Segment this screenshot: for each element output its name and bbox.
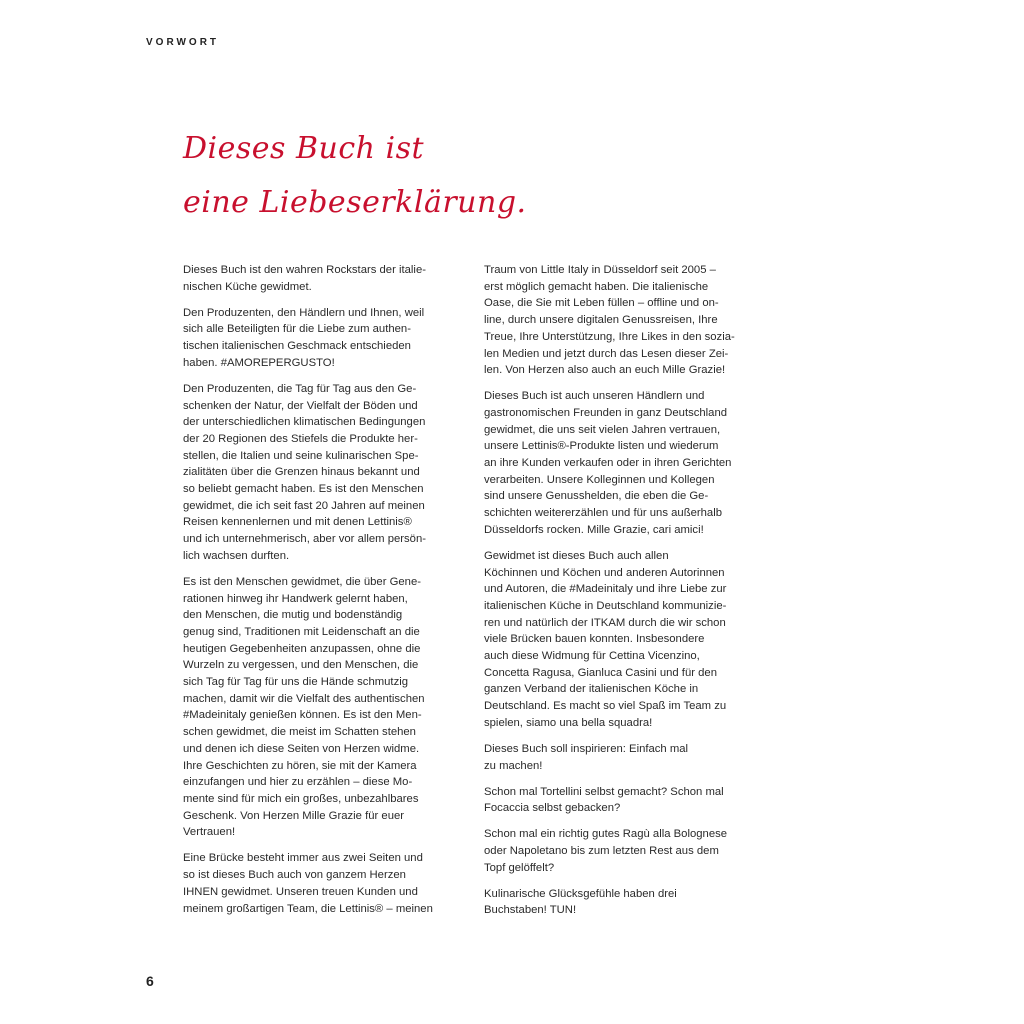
text-line: oder Napoletano bis zum letzten Rest aus dem [484, 844, 719, 857]
text-line: den Menschen, die mutig und bodenständig [183, 609, 403, 622]
text-line: Gewidmet ist dieses Buch auch allen [484, 549, 669, 562]
text-line: sich alle Beteiligten für die Liebe zum authen- [183, 323, 411, 336]
text-line: und Autoren, die #Madeinitaly und ihre Liebe zur [484, 583, 727, 596]
paragraph [484, 886, 759, 919]
text-line: IHNEN gewidmet. Unseren treuen Kunden und [183, 885, 418, 898]
paragraph [183, 381, 458, 565]
title-line: Dieses Buch ist [183, 131, 425, 166]
text-line: heutigen Gegebenheiten anzupassen, ohne die [183, 642, 421, 655]
text-column-right [484, 262, 759, 928]
text-line: len. Von Herzen also auch an euch Mille Grazie! [484, 364, 726, 377]
text-line: Buchstaben! TUN! [484, 904, 577, 917]
text-line: Dieses Buch ist den wahren Rockstars der italie- [183, 264, 426, 276]
text-line: verarbeiten. Unsere Kolleginnen und Kollegen [484, 473, 715, 486]
text-line: Geschenk. Von Herzen Mille Grazie für euer [183, 809, 405, 822]
text-line: Ihre Geschichten zu hören, sie mit der Kamera [183, 759, 417, 772]
text-line: schen gewidmet, die meist im Schatten stehen [183, 726, 416, 739]
text-line: einzufangen und hier zu erzählen – diese Mo- [183, 776, 413, 789]
page-title [183, 122, 527, 230]
paragraph [484, 388, 759, 538]
text-line: so ist dieses Buch auch von ganzem Herzen [183, 869, 406, 882]
text-line: zialitäten über die Grenzen hinaus bekannt und [183, 466, 420, 479]
text-line: schenken der Natur, der Vielfalt der Böden und [183, 399, 418, 412]
text-line: nischen Küche gewidmet. [183, 280, 312, 293]
text-line: Den Produzenten, den Händlern und Ihnen, weil [183, 306, 425, 319]
text-line: Concetta Ragusa, Gianluca Casini und für den [484, 666, 717, 679]
text-line: lich wachsen durften. [183, 549, 290, 562]
text-line: Focaccia selbst gebacken? [484, 802, 621, 815]
text-line: gewidmet, die ich seit fast 20 Jahren auf meinen [183, 499, 425, 512]
text-line: gastronomischen Freunden in ganz Deutschland [484, 406, 728, 419]
text-line: mente sind für mich ein großes, unbezahlbares [183, 792, 419, 805]
text-line: so beliebt gemacht haben. Es ist den Menschen [183, 483, 424, 496]
text-line: zu machen! [484, 759, 543, 772]
text-line: tischen italienischen Geschmack entschieden [183, 340, 411, 353]
text-line: italienischen Küche in Deutschland kommunizie- [484, 599, 727, 612]
text-line: sind unsere Genusshelden, die eben die Ge- [484, 490, 709, 503]
text-line: schichten weitererzählen und für uns außerhalb [484, 507, 723, 520]
text-line: Schon mal ein richtig gutes Ragù alla Bolognese [484, 828, 728, 841]
text-line: ganzen Verband der italienischen Köche in [484, 683, 699, 696]
text-line: len Medien und jetzt durch das Lesen dieser Zei- [484, 347, 729, 360]
text-line: Köchinnen und Köchen und anderen Autorinnen [484, 566, 725, 579]
text-line: auch diese Widmung für Cettina Vicenzino, [484, 650, 700, 663]
paragraph [484, 826, 759, 876]
text-line: line, durch unsere digitalen Genussreisen, Ihre [484, 314, 718, 327]
text-line: erst möglich gemacht haben. Die italienische [484, 280, 709, 293]
text-line: viele Brücken bauen konnten. Insbesondere [484, 633, 705, 646]
text-line: Dieses Buch ist auch unseren Händlern und [484, 390, 705, 403]
paragraph [484, 784, 759, 817]
text-line: spielen, siamo una bella squadra! [484, 716, 653, 729]
text-line: gewidmet, die uns seit vielen Jahren vertrauen, [484, 423, 721, 436]
paragraph [484, 741, 759, 774]
title-line: eine Liebeserklärung. [183, 185, 527, 220]
text-line: und denen ich diese Seiten von Herzen widme. [183, 742, 420, 755]
text-line: Eine Brücke besteht immer aus zwei Seiten und [183, 852, 423, 865]
text-line: Den Produzenten, die Tag für Tag aus den Ge- [183, 382, 417, 395]
text-line: und ich unternehmerisch, aber vor allem persön- [183, 533, 427, 546]
section-header: VORWORT [146, 37, 220, 48]
text-line: Düsseldorfs rocken. Mille Grazie, cari amici! [484, 523, 704, 536]
text-line: machen, damit wir die Vielfalt des authentischen [183, 692, 425, 705]
text-line: Es ist den Menschen gewidmet, die über Gene- [183, 575, 421, 588]
text-line: stellen, die Italien und seine kulinarischen Spe- [183, 449, 419, 462]
text-line: haben. #AMOREPERGUSTO! [183, 356, 335, 369]
text-line: meinem großartigen Team, die Lettinis® – meinen [183, 902, 433, 915]
text-line: Dieses Buch soll inspirieren: Einfach mal [484, 742, 689, 755]
text-line: unsere Lettinis®-Produkte listen und wiederum [484, 440, 719, 453]
text-line: an ihre Kunden verkaufen oder in ihren Gerichten [484, 457, 732, 470]
page-number: 6 [146, 973, 154, 989]
text-line: Deutschland. Es macht so viel Spaß im Team zu [484, 700, 727, 713]
text-line: der 20 Regionen des Stiefels die Produkte her- [183, 432, 418, 445]
paragraph [183, 262, 458, 295]
text-line: Traum von Little Italy in Düsseldorf seit 2005 – [484, 264, 716, 276]
text-line: #Madeinitaly genießen können. Es ist den Men- [183, 709, 422, 722]
paragraph [183, 850, 458, 917]
text-line: Reisen kennenlernen und mit denen Lettinis® [183, 516, 412, 529]
text-line: Vertrauen! [183, 826, 236, 839]
text-column-left [183, 262, 458, 927]
text-line: Oase, die Sie mit Leben füllen – offline und on- [484, 297, 719, 310]
text-line: Topf gelöffelt? [484, 861, 555, 874]
paragraph [484, 548, 759, 732]
paragraph [484, 262, 759, 379]
text-line: der unterschiedlichen klimatischen Bedingungen [183, 416, 426, 429]
text-line: sich Tag für Tag für uns die Hände schmutzig [183, 676, 409, 689]
paragraph [183, 574, 458, 841]
paragraph [183, 305, 458, 372]
text-line: ren und natürlich der ITKAM durch die wir schon [484, 616, 726, 629]
text-line: genug sind, Traditionen mit Leidenschaft an die [183, 625, 420, 638]
text-line: Wurzeln zu vergessen, und den Menschen, die [183, 659, 419, 672]
text-line: Treue, Ihre Unterstützung, Ihre Likes in den sozia- [484, 330, 735, 343]
text-line: Kulinarische Glücksgefühle haben drei [484, 887, 677, 900]
text-line: Schon mal Tortellini selbst gemacht? Schon mal [484, 785, 724, 798]
text-line: rationen hinweg ihr Handwerk gelernt haben, [183, 592, 408, 605]
